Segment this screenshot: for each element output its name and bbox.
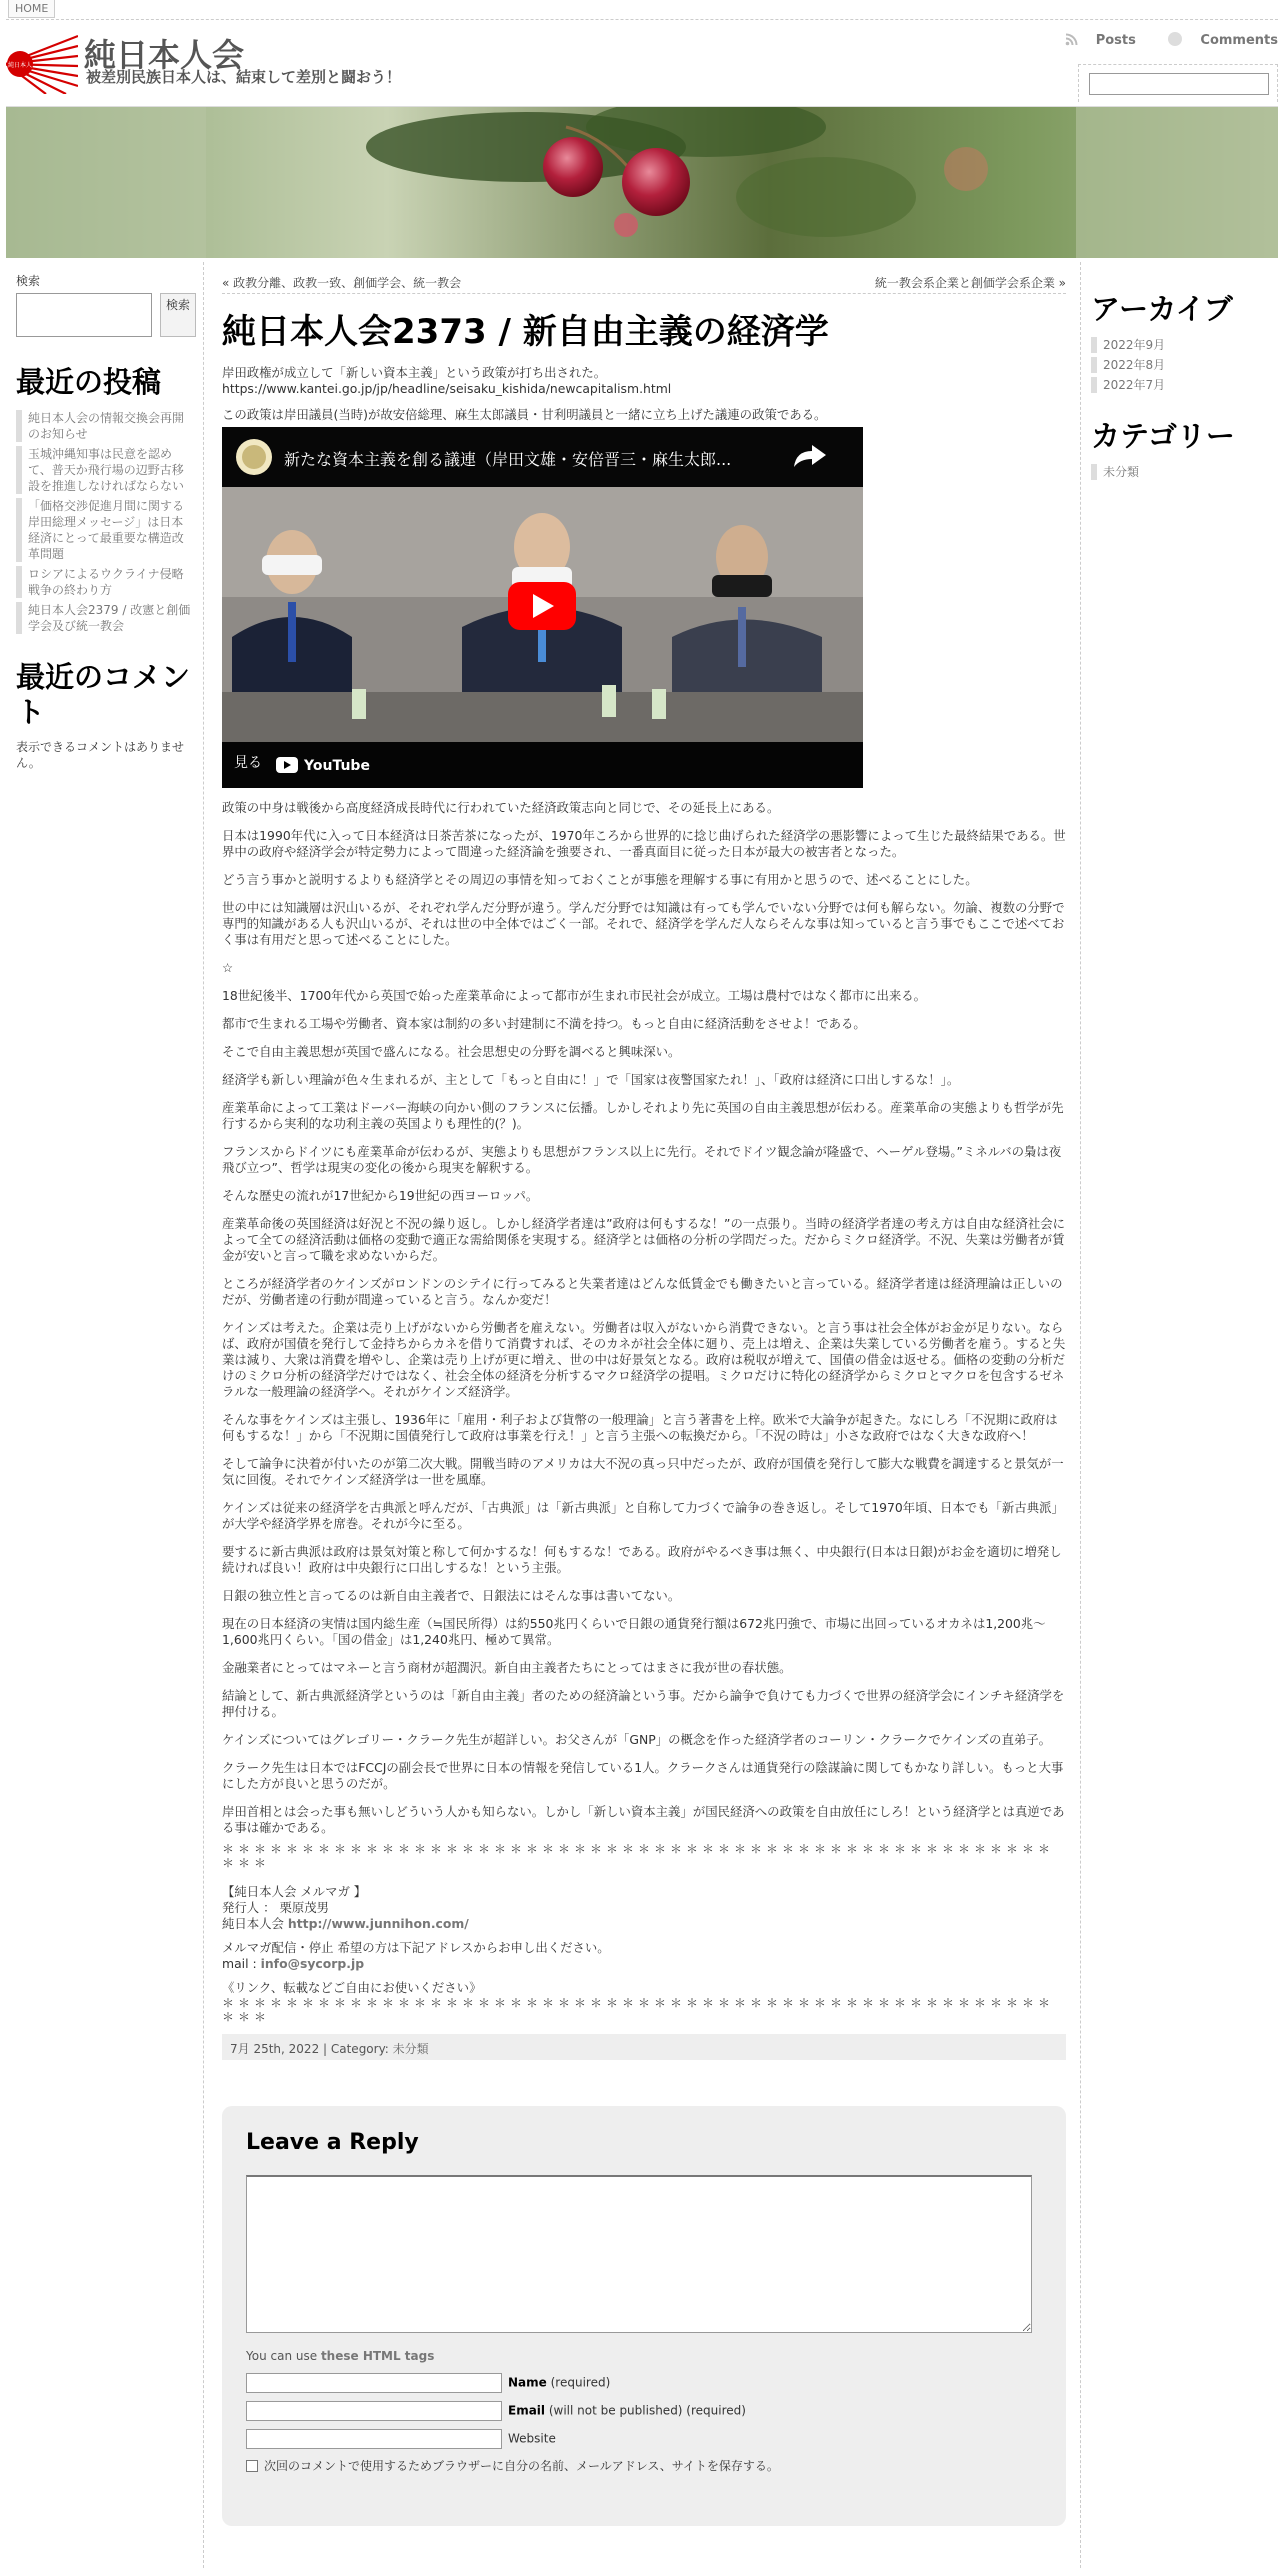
post-navigation (222, 270, 1066, 294)
next-post-link[interactable]: 統一教会系企業と創価学会系企業 » (874, 276, 1066, 290)
cookie-consent-label: 次回のコメントで使用するためブラウザーに自分の名前、メールアドレス、サイトを保存する。 (264, 2459, 779, 2474)
video-title[interactable]: 新たな資本主義を創る議連（岸田文雄・安倍晋三・麻生太郎... (284, 450, 732, 470)
comment-bubble-icon (1168, 32, 1182, 46)
policy-url: https://www.kantei.go.jp/jp/headline/seisaku_kishida/newcapitalism.html (222, 381, 672, 397)
top-nav (6, 0, 1278, 20)
name-input[interactable] (246, 2373, 502, 2393)
post-paragraph: 岸田首相とは会った事も無いしどういう人かも知らない。しかし「新しい資本主義」が国民経済への政策を自由放任にしろ！という経済学とは真逆である事は確かである。 (222, 1804, 1065, 1836)
site-header (6, 22, 1278, 102)
header-banner-image (6, 106, 1278, 258)
posts-feed-label: Posts (1095, 33, 1136, 48)
recent-post-link[interactable]: ロシアによるウクライナ侵略戦争の終わり方 (16, 566, 193, 598)
email-row (246, 2401, 1042, 2423)
post-intro (222, 365, 1066, 397)
archive-link[interactable]: 2022年9月 (1091, 337, 1268, 353)
newsletter-title: 【純日本人会 メルマガ 】 (222, 1884, 367, 1900)
site-description: 被差別民族日本人は、結束して差別と闘おう！ (86, 68, 402, 86)
category-item[interactable]: 未分類 (1091, 464, 1268, 480)
post-paragraph: 日銀の独立性と言ってるのは新自由主義者で、日銀法にはそんな事は書いてない。 (222, 1588, 681, 1604)
post-paragraph: そして論争に決着が付いたのが第二次大戦。開戦当時のアメリカは大不況の真っ只中だったが、政府が国債を発行して膨大な戦費を調達すると景気が一気に回復。それでケインズ経済学は一世を風靡。 (222, 1456, 1064, 1488)
video-caption: この政策は岸田議員(当時)が故安倍総理、麻生太郎議員・甘利明議員と一緒に立ち上げた議連の政策である。 (222, 407, 827, 423)
sidebar-search-form (16, 293, 193, 339)
post-paragraph: 産業革命後の英国経済は好況と不況の繰り返し。しかし経済学者達は”政府は何もするな！”の一点張り。当時の経済学者達の考え方は自由な経済社会によって全ての経済活動は価格の変動で適正な需給関係を実現する。経済学とは価格の分析の学問だった。だからミクロ経済学。不況、失業は労働者が賃金が安いと言って職を求めないからだ。 (222, 1216, 1066, 1264)
recent-post-link[interactable]: 玉城沖縄知事は民意を認めて、普天か飛行場の辺野古移設を推進しなければならない (16, 446, 193, 494)
rss-icon (1065, 33, 1078, 46)
html-tags-note (246, 2349, 1042, 2363)
post-paragraph: どう言う事かと説明するよりも経済学とその周辺の事情を知っておくことが事態を理解する事に有用かと思うので、述べることにした。 (222, 872, 978, 888)
right-sidebar (1080, 262, 1278, 2568)
sidebar-search-button[interactable]: 検索 (160, 293, 196, 337)
main-content (206, 262, 1078, 2568)
category-link[interactable]: 未分類 (392, 2042, 429, 2057)
name-label: Name (508, 2375, 547, 2390)
post-paragraph: 要するに新古典派は政府は景気対策と称して何かするな！何もするな！である。政府がやるべき事は無く、中央銀行(日本は日銀)がお金を適切に増発し続ければ良い！政府は中央銀行に口出しするな！という主張。 (222, 1544, 1062, 1576)
post-paragraph: そんな歴史の流れが17世紀から19世紀の西ヨーロッパ。 (222, 1188, 539, 1204)
recent-post-link[interactable]: 純日本人会の情報交換会再開のお知らせ (16, 410, 193, 442)
separator-stars: ＊＊＊＊＊＊＊＊＊＊＊＊＊＊＊＊＊＊＊＊＊＊＊＊＊＊＊＊＊＊＊＊＊＊＊＊＊＊＊＊＊＊＊＊＊＊＊＊＊＊＊＊＊＊＊ (222, 1842, 1055, 1871)
archives-list (1091, 337, 1268, 393)
website-label: Website (508, 2431, 556, 2446)
svg-text:純日本人: 純日本人 (7, 62, 33, 69)
intro-text: 岸田政権が成立して「新しい資本主義」という政策が打ち出された。 (222, 365, 607, 381)
post-paragraph: 金融業者にとってはマネーと言う商材が超潤沢。新自由主義者たちにとってはまさに我が世の春状態。 (222, 1660, 792, 1676)
left-sidebar (6, 262, 204, 2568)
newsletter-site (222, 1916, 1066, 1932)
post-paragraph: 産業革命によって工業はドーバー海峡の向かい側のフランスに伝播。しかしそれより先に英国の自由主義思想が伝わる。産業革命の実態よりも哲学が先行するから実利的な功利主義の英国よりも理性的(？)。 (222, 1100, 1064, 1132)
youtube-logo-label[interactable]: YouTube (304, 758, 370, 775)
post-paragraph: ケインズは考えた。企業は売り上げがないから労働者を雇えない。労働者は収入がないから消費できない。と言う事は社会全体がお金が足りない。ならば、政府が国債を発行して金持ちからカネを借りて消費すれば、そのカネが社会全体に廻り、売上は増え、企業は失業している労働者を雇う。すると失業は減り、大衆は消費を増やし、企業は売り上げが更に増え、世の中は好景気となる。政府は税収が増えて、国債の借金は返せる。価格の変動の分析だけのミクロ分析の経済学だけではなく、社会全体の経済を分析するマクロ経済学の提唱。ミクロだけに特化の経済学からミクロとマクロを包含するゼネラルな一般理論の経済学へ。それがケインズ経済学。 (222, 1320, 1066, 1400)
post-paragraph: 政策の中身は戦後から高度経済成長時代に行われていた経済政策志向と同じで、その延長上にある。 (222, 800, 780, 816)
recent-post-link[interactable]: 純日本人会2379 / 改憲と創価学会及び統一教会 (16, 602, 193, 634)
comments-feed-link[interactable] (1154, 33, 1278, 48)
mail-line (222, 1956, 1066, 1972)
cookie-consent-row (246, 2457, 1042, 2474)
html-tags-link[interactable]: these HTML tags (320, 2349, 435, 2364)
site-title[interactable]: 純日本人会 (84, 36, 245, 74)
header-search-box (1078, 64, 1278, 102)
name-required-note: (required) (546, 2375, 611, 2390)
youtube-video-embed[interactable] (222, 427, 863, 788)
mail-label: mail : (222, 1956, 261, 1972)
newsletter-footer (222, 1884, 1066, 1932)
newsletter-publisher: 発行人 ： 栗原茂男 (222, 1900, 330, 1916)
website-row (246, 2429, 1042, 2451)
recent-posts-title: 最近の投稿 (16, 365, 162, 399)
previous-post-link[interactable]: « 政教分離、政教一致、創価学会、統一教会 (222, 276, 462, 290)
comment-textarea[interactable] (246, 2175, 1032, 2333)
post-paragraph: そんな事をケインズは主張し、1936年に「雇用・利子および貨幣の一般理論」と言う著書を上梓。欧米で大論争が起きた。なにしろ「不況期に政府は何もするな！」から「不況期に国債発行して政府は事業を行え！」と言う主張への転換だから。「不況の時は」小さな政府ではなく大きな政府へ！ (222, 1412, 1058, 1444)
post-paragraph: 世の中には知識層は沢山いるが、それぞれ学んだ分野が違う。学んだ分野では知識は有っても学んでいない分野では何も解らない。勿論、複数の分野で専門的知識がある人も沢山いるが、それは世の中全体ではごく一部。それで、経済学を学んだ人ならそんな事は知っていると言う事でもここで述べておく事は有用だと思って述べることにした。 (222, 900, 1065, 948)
recent-post-link[interactable]: 「価格交渉促進月間に関する岸田総理メッセージ」は日本経済にとって最重要な構造改革問題 (16, 498, 193, 562)
rising-sun-logo-icon[interactable] (6, 34, 78, 94)
archive-link[interactable]: 2022年7月 (1091, 377, 1268, 393)
email-label: Email (508, 2403, 546, 2418)
header-search-input[interactable] (1089, 73, 1269, 95)
archive-link[interactable]: 2022年8月 (1091, 357, 1268, 373)
comment-form (222, 2106, 1066, 2526)
post-title[interactable]: 純日本人会2373 / 新自由主義の経済学 (222, 312, 829, 352)
recent-comments-title: 最近のコメント (16, 659, 191, 729)
feed-links (1051, 32, 1278, 48)
video-watch-label[interactable]: 見る (234, 755, 262, 772)
email-required-note: (will not be published) (required) (545, 2403, 746, 2418)
link-note: 《リンク、転載などご自由にお使いください》 (222, 1980, 482, 1996)
recent-comments-empty: 表示できるコメントはありません。 (16, 740, 185, 771)
post-paragraph: ところが経済学者のケインズがロンドンのシテイに行ってみると失業者達はどんな低賃金でも働きたいと言っている。経済学者達は経済理論は正しいのだが、労働者達の行動が間違っていると言う。なんか変だ！ (222, 1276, 1063, 1308)
post-meta (222, 2034, 1066, 2060)
post-date: 7月 25th, 2022 | Category: (230, 2042, 393, 2057)
mail-address-link[interactable]: info@sycorp.jp (260, 1956, 365, 1972)
post-paragraph: 18世紀後半、1700年代から英国で始った産業革命によって都市が生まれ市民社会が成立。工場は農村ではなく都市に出来る。 (222, 988, 927, 1004)
post-paragraph: 都市で生まれる工場や労働者、資本家は制約の多い封建制に不満を持つ。もっと自由に経済活動をさせよ！である。 (222, 1016, 866, 1032)
website-input[interactable] (246, 2429, 502, 2449)
post-paragraph: クラーク先生は日本ではFCCJの副会長で世界に日本の情報を発信している1人。クラークさんは通貨発行の陰謀論に関してもかなり詳しい。もっと大事にした方が良いと思うのだが。 (222, 1760, 1064, 1792)
post-paragraph: ☆ (222, 960, 234, 976)
separator-stars: ＊＊＊＊＊＊＊＊＊＊＊＊＊＊＊＊＊＊＊＊＊＊＊＊＊＊＊＊＊＊＊＊＊＊＊＊＊＊＊＊＊＊＊＊＊＊＊＊＊＊＊＊＊＊＊ (222, 1996, 1055, 2025)
archives-title: アーカイブ (1091, 292, 1233, 326)
post-paragraph: フランスからドイツにも産業革命が伝わるが、実態よりも思想がフランス以上に先行。それでドイツ観念論が隆盛で、ヘーゲル登場。”ミネルバの梟は夜飛び立つ”、哲学は現実の変化の後から現実を解釈する。 (222, 1144, 1062, 1176)
post-paragraph: ケインズについてはグレゴリー・クラーク先生が超詳しい。お父さんが「GNP」の概念を作った経済学者のコーリン・クラークでケインズの直弟子。 (222, 1732, 1052, 1748)
home-link[interactable]: HOME (8, 0, 55, 18)
post-paragraph: そこで自由主義思想が英国で盛んになる。社会思想史の分野を調べると興味深い。 (222, 1044, 681, 1060)
recent-posts-list (16, 410, 193, 634)
post-paragraph: 日本は1990年代に入って日本経済は日茶苦茶になったが、1970年ころから世界的に捻じ曲げられた経済学の悪影響によって生じた最終結果である。世界中の政府や経済学会が特定勢力によって間違った経済論を強要され、一番真面目に従った日本が最大の被害者となった。 (222, 828, 1066, 860)
email-input[interactable] (246, 2401, 502, 2421)
mail-note: メルマガ配信・停止 希望の方は下記アドレスからお申し出ください。 (222, 1940, 610, 1956)
categories-title: カテゴリー (1091, 418, 1235, 453)
post-paragraph: ケインズは従来の経済学を古典派と呼んだが、「古典派」は「新古典派」と自称して力づくで論争の巻き返し。そして1970年頃、日本でも「新古典派」が大学や経済学界を席巻。それが今に至る。 (222, 1500, 1064, 1532)
site-label: 純日本人会 (222, 1916, 288, 1932)
comments-feed-label: Comments (1200, 33, 1278, 48)
posts-feed-link[interactable] (1065, 33, 1141, 48)
mail-info (222, 1940, 1066, 1972)
sidebar-search-input[interactable] (16, 293, 152, 337)
categories-list (1091, 464, 1268, 480)
post-paragraph: 結論として、新古典派経済学というのは「新自由主義」者のための経済論という事。だから論争で負けても力づくで世界の経済学会にインチキ経済学を押付ける。 (222, 1688, 1065, 1720)
post-paragraph: 経済学も新しい理論が色々生まれるが、主として「もっと自由に！」で「国家は夜警国家たれ！」、「政府は経済に口出しするな！」。 (222, 1072, 960, 1088)
reply-title: Leave a Reply (246, 2130, 419, 2156)
site-url-link[interactable]: http://www.junnihon.com/ (287, 1916, 469, 1932)
post-paragraph: 現在の日本経済の実情は国内総生産（≒国民所得）は約550兆円くらいで日銀の通貨発行額は672兆円強で、市場に出回っているオカネは1,200兆～1,600兆円くらい。「国の借金」は1,240兆円、極めて異常。 (222, 1616, 1046, 1648)
html-tags-prefix: You can use (246, 2349, 321, 2364)
cookie-consent-checkbox[interactable] (246, 2460, 258, 2472)
name-row (246, 2373, 1042, 2395)
search-label: 検索 (16, 274, 41, 288)
